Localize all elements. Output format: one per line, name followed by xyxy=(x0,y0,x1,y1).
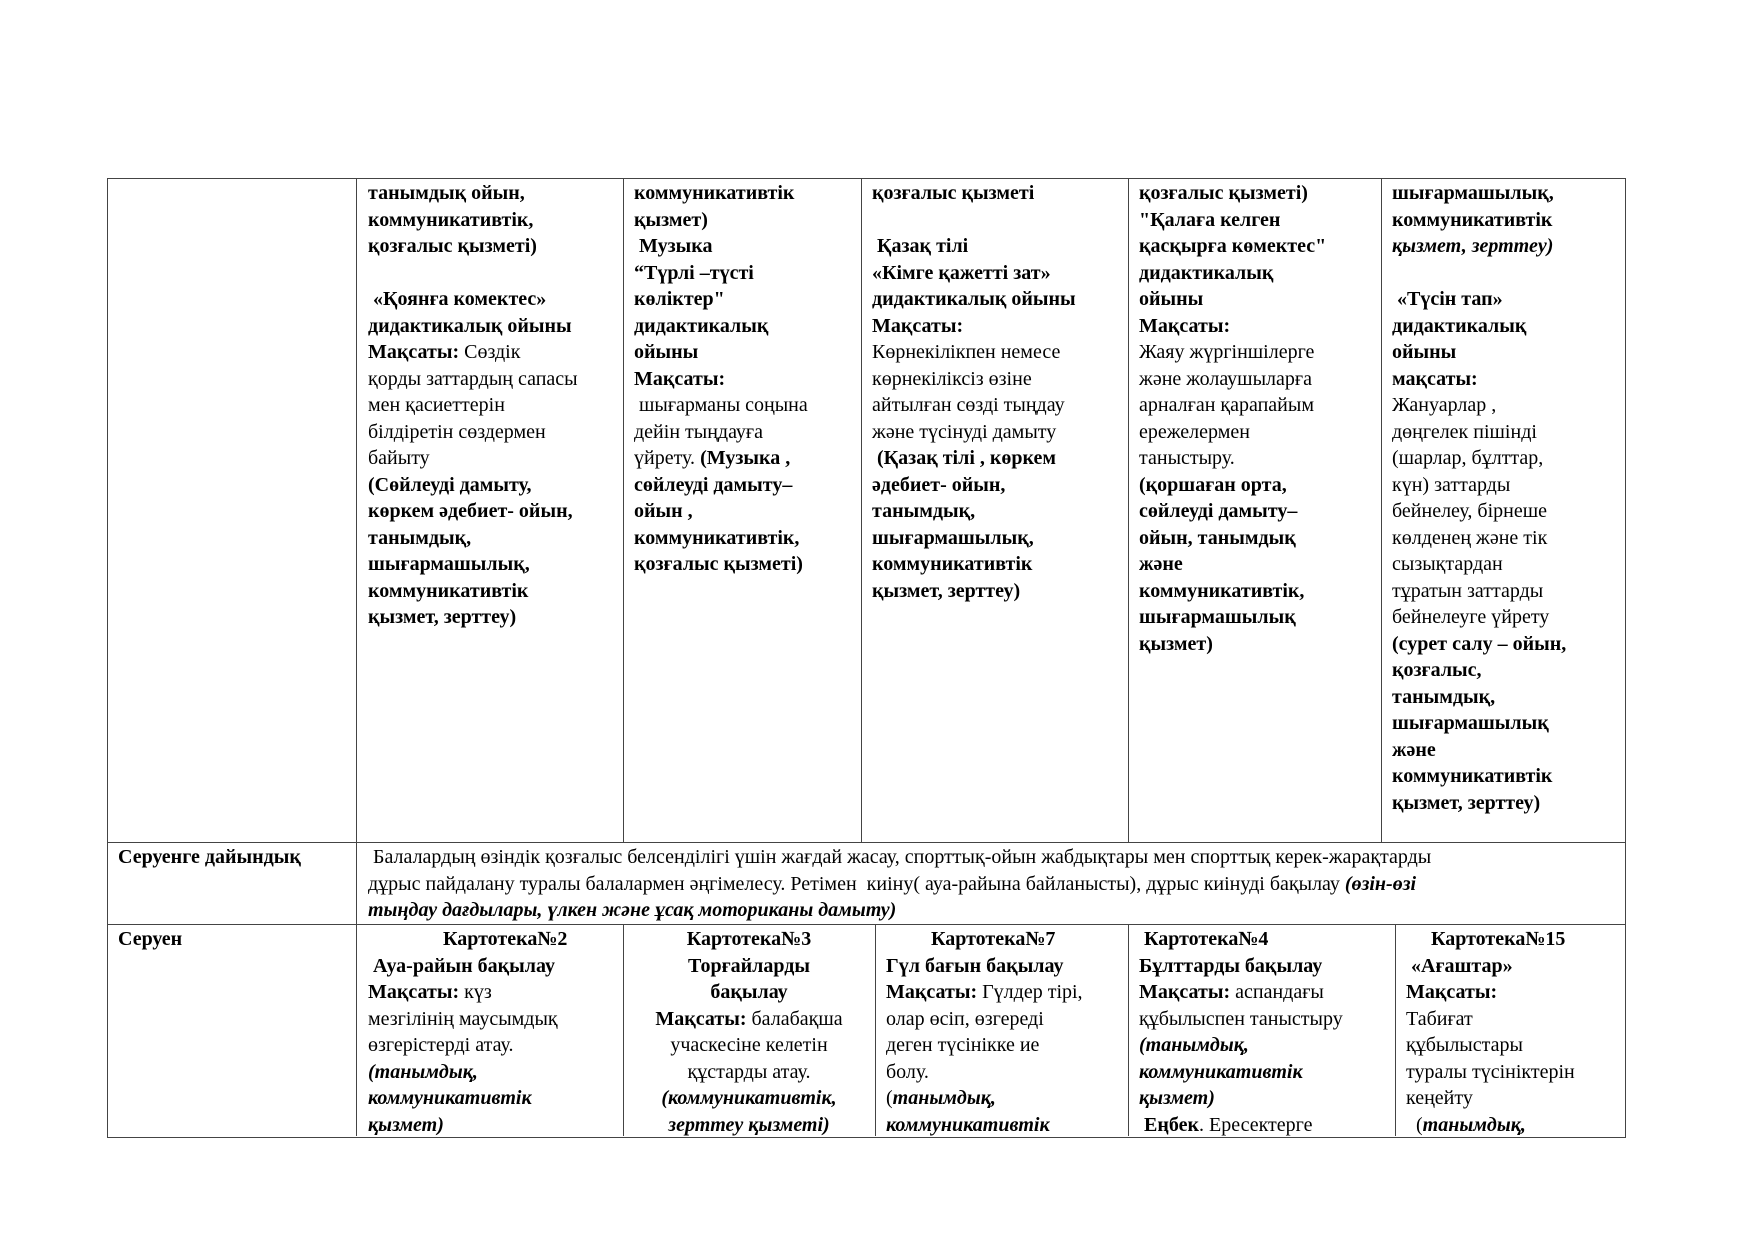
text-line: коммуникативтік xyxy=(1392,765,1553,787)
text-line: коммуникативтік xyxy=(368,1087,532,1109)
col-divider-bottom-1 xyxy=(623,924,624,1136)
text-line: Жаяу жүргіншілерге xyxy=(1139,341,1315,363)
activity-cell-col2 xyxy=(634,180,808,578)
text-line: (танымдық, xyxy=(1139,1034,1249,1056)
text-line: қызмет, зерттеу) xyxy=(368,606,517,628)
text-line: қызмет, зерттеу) xyxy=(1392,791,1541,814)
row-divider-2 xyxy=(107,924,1626,925)
text-line: коммуникативтік xyxy=(634,182,795,204)
text-line: Жануарлар , xyxy=(1392,394,1497,416)
text-run: танымдық, xyxy=(1422,1113,1526,1136)
text-line: Мақсаты: xyxy=(872,314,964,337)
col-divider-bottom-2 xyxy=(875,924,876,1136)
text-line: ойын , xyxy=(634,500,693,522)
text-line: Гүл бағын бақылау xyxy=(886,954,1064,977)
text-run: Мақсаты: xyxy=(655,1007,752,1030)
text-line: ойын, танымдық xyxy=(1139,526,1296,549)
text-line: ойыны xyxy=(1139,288,1204,310)
walk-cell-col2 xyxy=(634,926,864,1138)
text-line: қозғалыс қызметі xyxy=(872,182,1035,204)
text-line: Картотека№3 xyxy=(686,928,812,950)
col-divider-bottom-4 xyxy=(1395,924,1396,1136)
prep-row-text xyxy=(368,844,1431,924)
walk-cell-col1 xyxy=(368,926,567,1138)
text-line: қозғалыс қызметі) xyxy=(1139,182,1308,204)
text-run: Мақсаты: xyxy=(1139,981,1236,1003)
col-divider-top-2 xyxy=(861,178,862,842)
text-line: шығармашылық xyxy=(1392,712,1549,734)
text-line: Мақсаты: xyxy=(1139,314,1231,337)
text-line: дидактикалық xyxy=(1392,314,1527,337)
text-line: қозғалыс, xyxy=(1392,659,1482,681)
text-run: ( xyxy=(886,1087,893,1109)
text-line xyxy=(1139,979,1343,1006)
text-line: көркем әдебиет- ойын, xyxy=(368,500,573,522)
text-line: ойыны xyxy=(1392,341,1457,363)
text-line: Мақсаты: xyxy=(1406,981,1498,1003)
text-line: "Қалаға келген xyxy=(1139,208,1281,231)
prep-row-label: Серуенге дайындық xyxy=(118,846,301,868)
text-line: коммуникативтік xyxy=(886,1113,1050,1136)
text-line: Картотека№2 xyxy=(368,928,568,950)
text-run: балабақша xyxy=(751,1007,843,1030)
text-line: байыту xyxy=(368,447,430,469)
text-line: коммуникативтік xyxy=(1139,1060,1303,1083)
text-run: күз xyxy=(464,981,492,1003)
text-line: бақылау xyxy=(710,981,788,1003)
text-run: аспандағы xyxy=(1235,981,1324,1003)
text-line: Бұлттарды бақылау xyxy=(1139,954,1323,977)
text-line: шығармашылық, xyxy=(1392,182,1554,204)
text-line: бейнелеуге үйрету xyxy=(1392,606,1550,628)
text-line: (Сөйлеуді дамыту, xyxy=(368,473,532,496)
text-line: Ауа-райын бақылау xyxy=(368,954,555,977)
text-line: білдіретін сөздермен xyxy=(368,420,546,443)
walk-cell-col4 xyxy=(1139,926,1343,1138)
text-line: құбылыспен таныстыру xyxy=(1139,1007,1343,1030)
text-line: дейін тыңдауға xyxy=(634,420,764,443)
text-line xyxy=(368,260,578,287)
text-line: шығармашылық, xyxy=(872,526,1034,549)
text-line: кеңейту xyxy=(1406,1087,1473,1109)
text-line: дидактикалық ойыны xyxy=(872,288,1076,310)
text-line: айтылған сөзді тыңдау xyxy=(872,394,1065,416)
text-line: сөйлеуді дамыту– xyxy=(1139,500,1298,522)
text-line: Картотека№15 xyxy=(1406,928,1566,950)
text-line: қорды заттардың сапасы xyxy=(368,367,578,390)
text-line: қызмет) xyxy=(368,1113,444,1136)
activity-cell-col5 xyxy=(1392,180,1566,816)
text-line: танымдық ойын, xyxy=(368,182,525,204)
walk-row-label: Серуен xyxy=(118,928,183,950)
text-line: дөңгелек пішінді xyxy=(1392,420,1537,443)
text-line: дидактикалық xyxy=(634,314,769,337)
text-line: туралы түсініктерін xyxy=(1406,1060,1575,1083)
text-line: танымдық, xyxy=(1392,685,1496,708)
walk-cell-col5 xyxy=(1406,926,1575,1138)
text-line xyxy=(368,339,578,366)
text-line: тұратын заттарды xyxy=(1392,579,1544,602)
text-line: шығармашылық, xyxy=(368,553,530,575)
text-run: ( xyxy=(1406,1113,1423,1136)
text-line: болу. xyxy=(886,1060,929,1083)
text-line: мезгілінің маусымдық xyxy=(368,1007,558,1030)
text-line xyxy=(886,979,1083,1006)
text-line xyxy=(634,445,808,472)
text-run: үйрету. xyxy=(634,447,701,469)
text-line: арналған қарапайым xyxy=(1139,394,1314,416)
text-run: танымдық, xyxy=(892,1087,996,1109)
text-line xyxy=(1139,1112,1343,1139)
text-line: қасқырға көмектес" xyxy=(1139,235,1327,257)
text-line: танымдық, xyxy=(872,500,976,522)
text-line: коммуникативтік, xyxy=(634,526,800,549)
text-line: қызмет) xyxy=(1139,1087,1215,1109)
text-line: және жолаушыларға xyxy=(1139,367,1312,390)
text-line: коммуникативтік, xyxy=(368,208,534,231)
text-line: дидактикалық ойыны xyxy=(368,314,572,337)
text-line: ережелермен xyxy=(1139,420,1250,443)
text-line: құстарды атау. xyxy=(687,1060,811,1083)
text-line: тыңдау дағдылары, үлкен және ұсақ моториканы дамыту) xyxy=(368,899,897,921)
text-line: Балалардың өзіндік қозғалыс белсенділігі үшін жағдай жасау, спорттық-ойын жабдықтары мен спорттық керек-жарақтарды xyxy=(368,846,1432,868)
text-run: дұрыс пайдалану туралы балалармен әңгімелесу. Ретімен киіну( ауа-райына байланысты), дұрыс киінуді бақылау xyxy=(368,872,1345,895)
text-line: (сурет салу – ойын, xyxy=(1392,632,1567,655)
text-line: құбылыстары xyxy=(1406,1034,1523,1056)
text-run: Мақсаты: xyxy=(886,981,983,1003)
text-line: Картотека№7 xyxy=(886,928,1056,950)
activity-cell-col4 xyxy=(1139,180,1326,657)
col-divider-top-1 xyxy=(623,178,624,842)
text-run: Мақсаты: xyxy=(368,981,465,1003)
text-line: және xyxy=(1392,738,1436,761)
text-line: шығарманы соңына xyxy=(634,394,808,416)
text-line: танымдық, xyxy=(368,526,472,549)
text-line: «Түсін тап» xyxy=(1392,288,1503,310)
text-line: Музыка xyxy=(634,235,713,257)
text-line: қозғалыс қызметі) xyxy=(634,553,803,575)
row-divider-1 xyxy=(107,842,1626,843)
text-run: Мақсаты: xyxy=(368,341,465,363)
text-line: коммуникативтік xyxy=(872,553,1033,575)
text-line: бейнелеу, бірнеше xyxy=(1392,500,1548,522)
text-line: Мақсаты: xyxy=(634,367,726,390)
activity-cell-col3 xyxy=(872,180,1076,604)
text-line: таныстыру. xyxy=(1139,447,1235,469)
text-line: зерттеу қызметі) xyxy=(668,1113,830,1136)
text-line: мен қасиеттерін xyxy=(368,394,505,416)
text-line: ойыны xyxy=(634,341,699,363)
text-line: көрнекіліксіз өзіне xyxy=(872,367,1032,390)
walk-cell-col3 xyxy=(886,926,1083,1138)
col-divider-top-4 xyxy=(1381,178,1382,842)
text-line xyxy=(1406,1112,1575,1139)
text-line xyxy=(634,1006,864,1033)
text-line: дидактикалық xyxy=(1139,261,1274,284)
text-run: Сөздік xyxy=(464,341,521,363)
text-line: Картотека№4 xyxy=(1139,928,1269,950)
text-line: қызмет) xyxy=(1139,632,1213,655)
text-line xyxy=(1392,260,1566,287)
text-line: және xyxy=(1139,553,1183,575)
text-line: мақсаты: xyxy=(1392,367,1478,390)
text-line: көліктер" xyxy=(634,288,725,310)
text-line: қызмет, зерттеу) xyxy=(1392,235,1554,257)
text-line: қозғалыс қызметі) xyxy=(368,235,537,257)
text-line: Торғайларды xyxy=(688,954,810,977)
text-line: өзгерістерді атау. xyxy=(368,1034,514,1056)
col-divider-bottom-3 xyxy=(1128,924,1129,1136)
text-line: (шарлар, бұлттар, xyxy=(1392,447,1544,469)
text-run: (Музыка , xyxy=(700,447,791,469)
text-line: қызмет, зерттеу) xyxy=(872,579,1021,602)
text-line xyxy=(886,1085,1083,1112)
text-line: қызмет) xyxy=(634,208,708,231)
text-line: күн) заттарды xyxy=(1392,473,1511,496)
text-line: “Түрлі –түсті xyxy=(634,261,754,284)
text-line: және түсінуді дамыту xyxy=(872,420,1057,443)
text-line: деген түсінікке ие xyxy=(886,1034,1040,1056)
text-line: учаскесіне келетін xyxy=(670,1034,828,1056)
text-line: (танымдық, xyxy=(368,1060,478,1083)
text-line: коммуникативтік xyxy=(368,579,529,602)
text-line: «Кімге қажетті зат» xyxy=(872,261,1051,284)
text-line: коммуникативтік, xyxy=(1139,579,1305,602)
text-line xyxy=(872,207,1076,234)
text-line xyxy=(368,871,1431,898)
text-run: . Ересектерге xyxy=(1199,1113,1313,1136)
text-line: «Ағаштар» xyxy=(1406,954,1513,977)
text-line: көлденең және тік xyxy=(1392,526,1548,549)
text-line: Көрнекілікпен немесе xyxy=(872,341,1061,363)
text-line: (Қазақ тілі , көркем xyxy=(872,447,1057,469)
col-divider-top-3 xyxy=(1128,178,1129,842)
text-line: сызықтардан xyxy=(1392,553,1503,575)
text-line: Табиғат xyxy=(1406,1007,1473,1030)
text-line: (коммуникативтік, xyxy=(661,1087,837,1109)
activity-cell-col1 xyxy=(368,180,578,631)
text-line xyxy=(368,979,567,1006)
text-line: Қазақ тілі xyxy=(872,235,969,257)
text-line: әдебиет- ойын, xyxy=(872,473,1006,496)
text-line: олар өсіп, өзгереді xyxy=(886,1007,1044,1030)
text-line: коммуникативтік xyxy=(1392,208,1553,231)
col-divider-label xyxy=(356,178,357,1136)
text-line: шығармашылық xyxy=(1139,606,1296,628)
text-line: «Қоянға комектес» xyxy=(368,288,547,310)
text-run: (өзін-өзі xyxy=(1344,872,1417,895)
text-run: Гүлдер тірі, xyxy=(982,981,1083,1003)
text-run: Еңбек xyxy=(1139,1113,1199,1136)
text-line: сөйлеуді дамыту– xyxy=(634,473,793,496)
text-line: (қоршаған орта, xyxy=(1139,473,1287,496)
